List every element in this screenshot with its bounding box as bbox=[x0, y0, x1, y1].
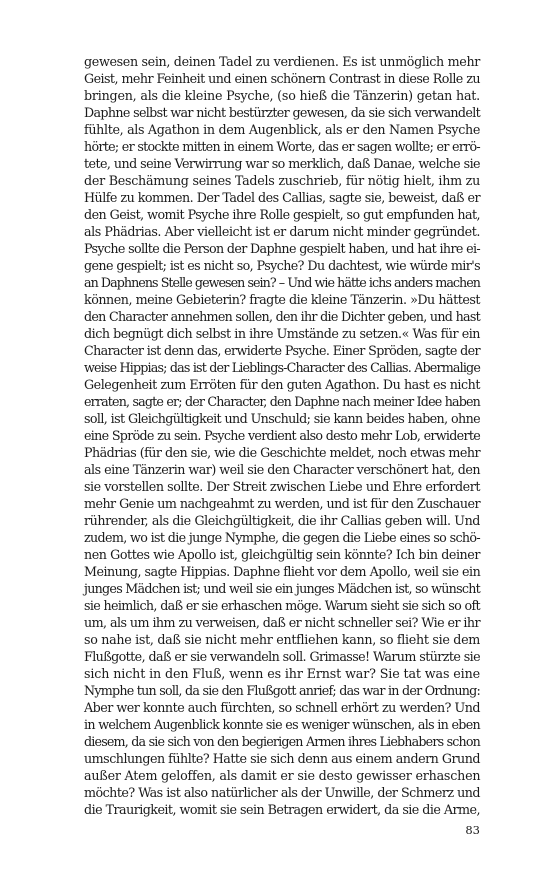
text-line: rührender, als die Gleichgültigkeit, die ihr Callias geben will. Und bbox=[84, 513, 480, 528]
text-line: als eine Tänzerin war) weil sie den Character verschönert hat, den bbox=[84, 462, 480, 477]
text-line: können, meine Gebieterin? fragte die kleine Tänzerin. »Du hättest bbox=[84, 292, 480, 307]
text-line: weise Hippias; das ist der Lieblings-Character des Callias. Abermalige bbox=[84, 360, 480, 375]
text-line: hörte; er stockte mitten in einem Worte, das er sagen wollte; er errö- bbox=[84, 139, 480, 154]
text-line: Hülfe zu kommen. Der Tadel des Callias, sagte sie, beweist, daß er bbox=[84, 190, 480, 205]
text-line: umschlungen fühlte? Hatte sie sich denn aus einem andern Grund bbox=[84, 751, 480, 766]
text-line: den Geist, womit Psyche ihre Rolle gespielt, so gut empfunden hat, bbox=[84, 207, 480, 222]
text-line: um, als um ihm zu verweisen, daß er nicht schneller sei? Wie er ihr bbox=[84, 615, 480, 630]
text-line: Phädrias (für den sie, wie die Geschichte meldet, noch etwas mehr bbox=[84, 445, 480, 460]
page-number: 83 bbox=[465, 823, 480, 837]
text-line: in welchem Augenblick konnte sie es weniger wünschen, als in eben bbox=[84, 717, 480, 732]
text-line: dich begnügt dich selbst in ihre Umstände zu setzen.« Was für ein bbox=[84, 326, 480, 341]
text-line: mehr Genie um nachgeahmt zu werden, und ist für den Zuschauer bbox=[84, 496, 480, 511]
text-line: Gelegenheit zum Erröten für den guten Agathon. Du hast es nicht bbox=[84, 377, 480, 392]
text-line: den Character annehmen sollen, den ihr die Dichter geben, und hast bbox=[84, 309, 480, 324]
text-line: Character ist denn das, erwiderte Psyche. Einer Spröden, sagte der bbox=[84, 343, 480, 358]
text-line: an Daphnens Stelle gewesen sein? – Und wie hätte ichs anders machen bbox=[84, 275, 480, 290]
text-line: gewesen sein, deinen Tadel zu verdienen. Es ist unmöglich mehr bbox=[84, 54, 480, 69]
text-line: die Traurigkeit, womit sie sein Betragen erwidert, da sie die Arme, bbox=[84, 802, 480, 817]
text-line: tete, und seine Verwirrung war so merklich, daß Danae, welche sie bbox=[84, 156, 480, 171]
text-line: außer Atem geloffen, als damit er sie desto gewisser erhaschen bbox=[84, 768, 481, 783]
text-line: Nymphe tun soll, da sie den Flußgott anrief; das war in der Ordnung: bbox=[84, 683, 480, 698]
text-line: sie vorstellen sollte. Der Streit zwischen Liebe und Ehre erfordert bbox=[84, 479, 480, 494]
text-line: Daphne selbst war nicht bestürzter gewesen, da sie sich verwandelt bbox=[84, 105, 480, 120]
text-line: sie heimlich, daß er sie erhaschen möge. Warum sieht sie sich so oft bbox=[84, 598, 480, 613]
body-text bbox=[84, 53, 480, 818]
text-line: Geist, mehr Feinheit und einen schönern Contrast in diese Rolle zu bbox=[84, 71, 480, 86]
text-line: Meinung, sagte Hippias. Daphne flieht vor dem Apollo, weil sie ein bbox=[84, 564, 481, 579]
text-line: soll, ist Gleichgültigkeit und Unschuld; sie kann beides haben, ohne bbox=[84, 411, 480, 426]
text-line: Flußgotte, daß er sie verwandeln soll. Grimasse! Warum stürzte sie bbox=[84, 649, 480, 664]
text-line: eine Spröde zu sein. Psyche verdient also desto mehr Lob, erwiderte bbox=[84, 428, 480, 443]
text-line: bringen, als die kleine Psyche, (so hieß die Tänzerin) getan hat. bbox=[84, 88, 480, 103]
text-line: nen Gottes wie Apollo ist, gleichgültig sein könnte? Ich bin deiner bbox=[84, 547, 480, 562]
text-line: sich nicht in den Fluß, wenn es ihr Ernst war? Sie tat was eine bbox=[84, 666, 480, 681]
text-line: junges Mädchen ist; und weil sie ein junges Mädchen ist, so wünscht bbox=[84, 581, 480, 596]
text-line: Psyche sollte die Person der Daphne gespielt haben, und hat ihre ei- bbox=[84, 241, 480, 256]
text-line: der Beschämung seines Tadels zuschrieb, für nötig hielt, ihm zu bbox=[84, 173, 480, 188]
text-line: gene gespielt; ist es nicht so, Psyche? Du dachtest, wie würde mir's bbox=[84, 258, 480, 273]
text-line: möchte? Was ist also natürlicher als der Unwille, der Schmerz und bbox=[84, 785, 480, 800]
text-line: zudem, wo ist die junge Nymphe, die gegen die Liebe eines so schö- bbox=[84, 530, 480, 545]
text-line: so nahe ist, daß sie nicht mehr entfliehen kann, so flieht sie dem bbox=[84, 632, 481, 647]
text-line: diesem, da sie sich von den begierigen Armen ihres Liebhabers schon bbox=[84, 734, 480, 749]
text-line: fühlte, als Agathon in dem Augenblick, als er den Namen Psyche bbox=[84, 122, 480, 137]
text-line: als Phädrias. Aber vielleicht ist er darum nicht minder gegründet. bbox=[84, 224, 480, 239]
text-line: Aber wer konnte auch fürchten, so schnell erhört zu werden? Und bbox=[84, 700, 480, 715]
text-line: erraten, sagte er; der Character, den Daphne nach meiner Idee haben bbox=[84, 394, 480, 409]
